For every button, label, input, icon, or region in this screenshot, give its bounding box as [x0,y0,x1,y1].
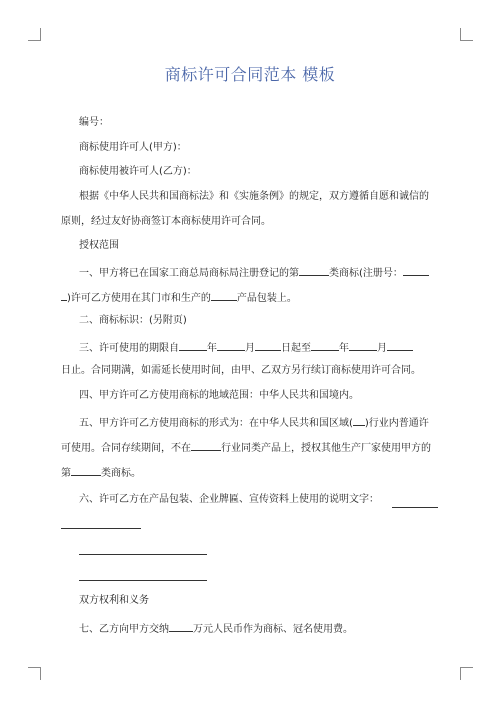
clause-3-year-label: 年 [207,343,217,354]
blank-start-year[interactable] [179,339,207,351]
blank-description-2[interactable] [61,528,141,529]
corner-mark-top-right [460,28,473,41]
contract-number-line: 编号： [79,117,109,128]
clause-3-month-label-2: 月 [377,343,387,354]
blank-fee-amount[interactable] [169,620,193,632]
blank-description-4[interactable] [79,580,207,581]
clause-5-text-f: 类商标。 [101,468,141,479]
blank-industry[interactable] [191,439,221,451]
blank-description-3[interactable] [79,554,207,555]
blank-region[interactable] [353,414,365,426]
clause-1-line-1 [79,264,429,281]
section-heading-scope: 授权范围 [79,240,119,251]
clause-1-line-2 [61,289,297,306]
licensor-line: 商标使用许可人(甲方)： [79,142,187,153]
clause-5-text-c: 可使用。合同存续期间，不在 [61,443,191,454]
clause-7-text-b: 万元人民币作为商标、冠名使用费。 [193,624,353,635]
document-title: 商标许可合同范本 模板 [164,65,336,84]
section-heading-rights: 双方权利和义务 [79,595,149,606]
blank-description-1[interactable] [392,507,438,508]
blank-start-day[interactable] [255,339,281,351]
clause-1-text-c: )许可乙方使用在其门市和生产的 [67,293,211,304]
corner-mark-top-left [28,28,41,41]
clause-3-line-1 [79,339,413,356]
blank-end-year[interactable] [311,339,339,351]
clause-3-line-2: 日止。合同期满，如需延长使用时间，由甲、乙双方另行续订商标使用许可合同。 [61,365,421,376]
clause-7-text-a: 七、乙方向甲方交纳 [79,624,169,635]
clause-5-text-d: 行业同类产品上，授权其他生产厂家使用甲方的 [221,443,431,454]
clause-1-text-b: 类商标(注册号： [329,268,403,279]
corner-mark-bottom-right [460,667,473,680]
clause-3-text-a: 三、许可使用的期限自 [79,343,179,354]
clause-7-line [79,620,353,637]
licensee-line: 商标使用被许可人(乙方)： [79,166,197,177]
blank-product-name[interactable] [211,289,237,301]
clause-4-line: 四、甲方许可乙方使用商标的地域范围：中华人民共和国境内。 [79,390,359,401]
clause-5-line-3 [61,464,141,481]
clause-3-month-label: 月 [245,343,255,354]
blank-class-number[interactable] [299,264,329,276]
clause-5-text-b: )行业内普通许 [364,418,429,429]
clause-3-day-from-label: 日起至 [281,343,311,354]
clause-5-line-1 [79,414,429,431]
basis-paragraph-line-2: 原则，经过友好协商签订本商标使用许可合同。 [61,216,271,227]
blank-class-number-2[interactable] [71,464,101,476]
blank-start-month[interactable] [217,339,245,351]
blank-end-day[interactable] [387,339,413,351]
clause-1-text-d: 产品包装上。 [236,293,297,304]
basis-paragraph-line-1: 根据《中华人民共和国商标法》和《实施条例》的规定，双方遵循自愿和诚信的 [79,191,429,202]
clause-6-line: 六、许可乙方在产品包装、企业牌匾、宣传资料上使用的说明文字： [79,494,379,505]
corner-mark-bottom-left [28,667,41,680]
clause-2-line: 二、商标标识：(另附页) [79,315,187,326]
clause-5-text-a: 五、甲方许可乙方使用商标的形式为：在中华人民共和国区域( [79,418,353,429]
clause-5-line-2 [61,439,431,456]
blank-end-month[interactable] [349,339,377,351]
blank-registration-number[interactable] [403,264,429,276]
clause-1-text-a: 一、甲方将已在国家工商总局商标局注册登记的第 [79,268,299,279]
clause-3-year-label-2: 年 [339,343,349,354]
clause-5-text-e: 第 [61,468,71,479]
